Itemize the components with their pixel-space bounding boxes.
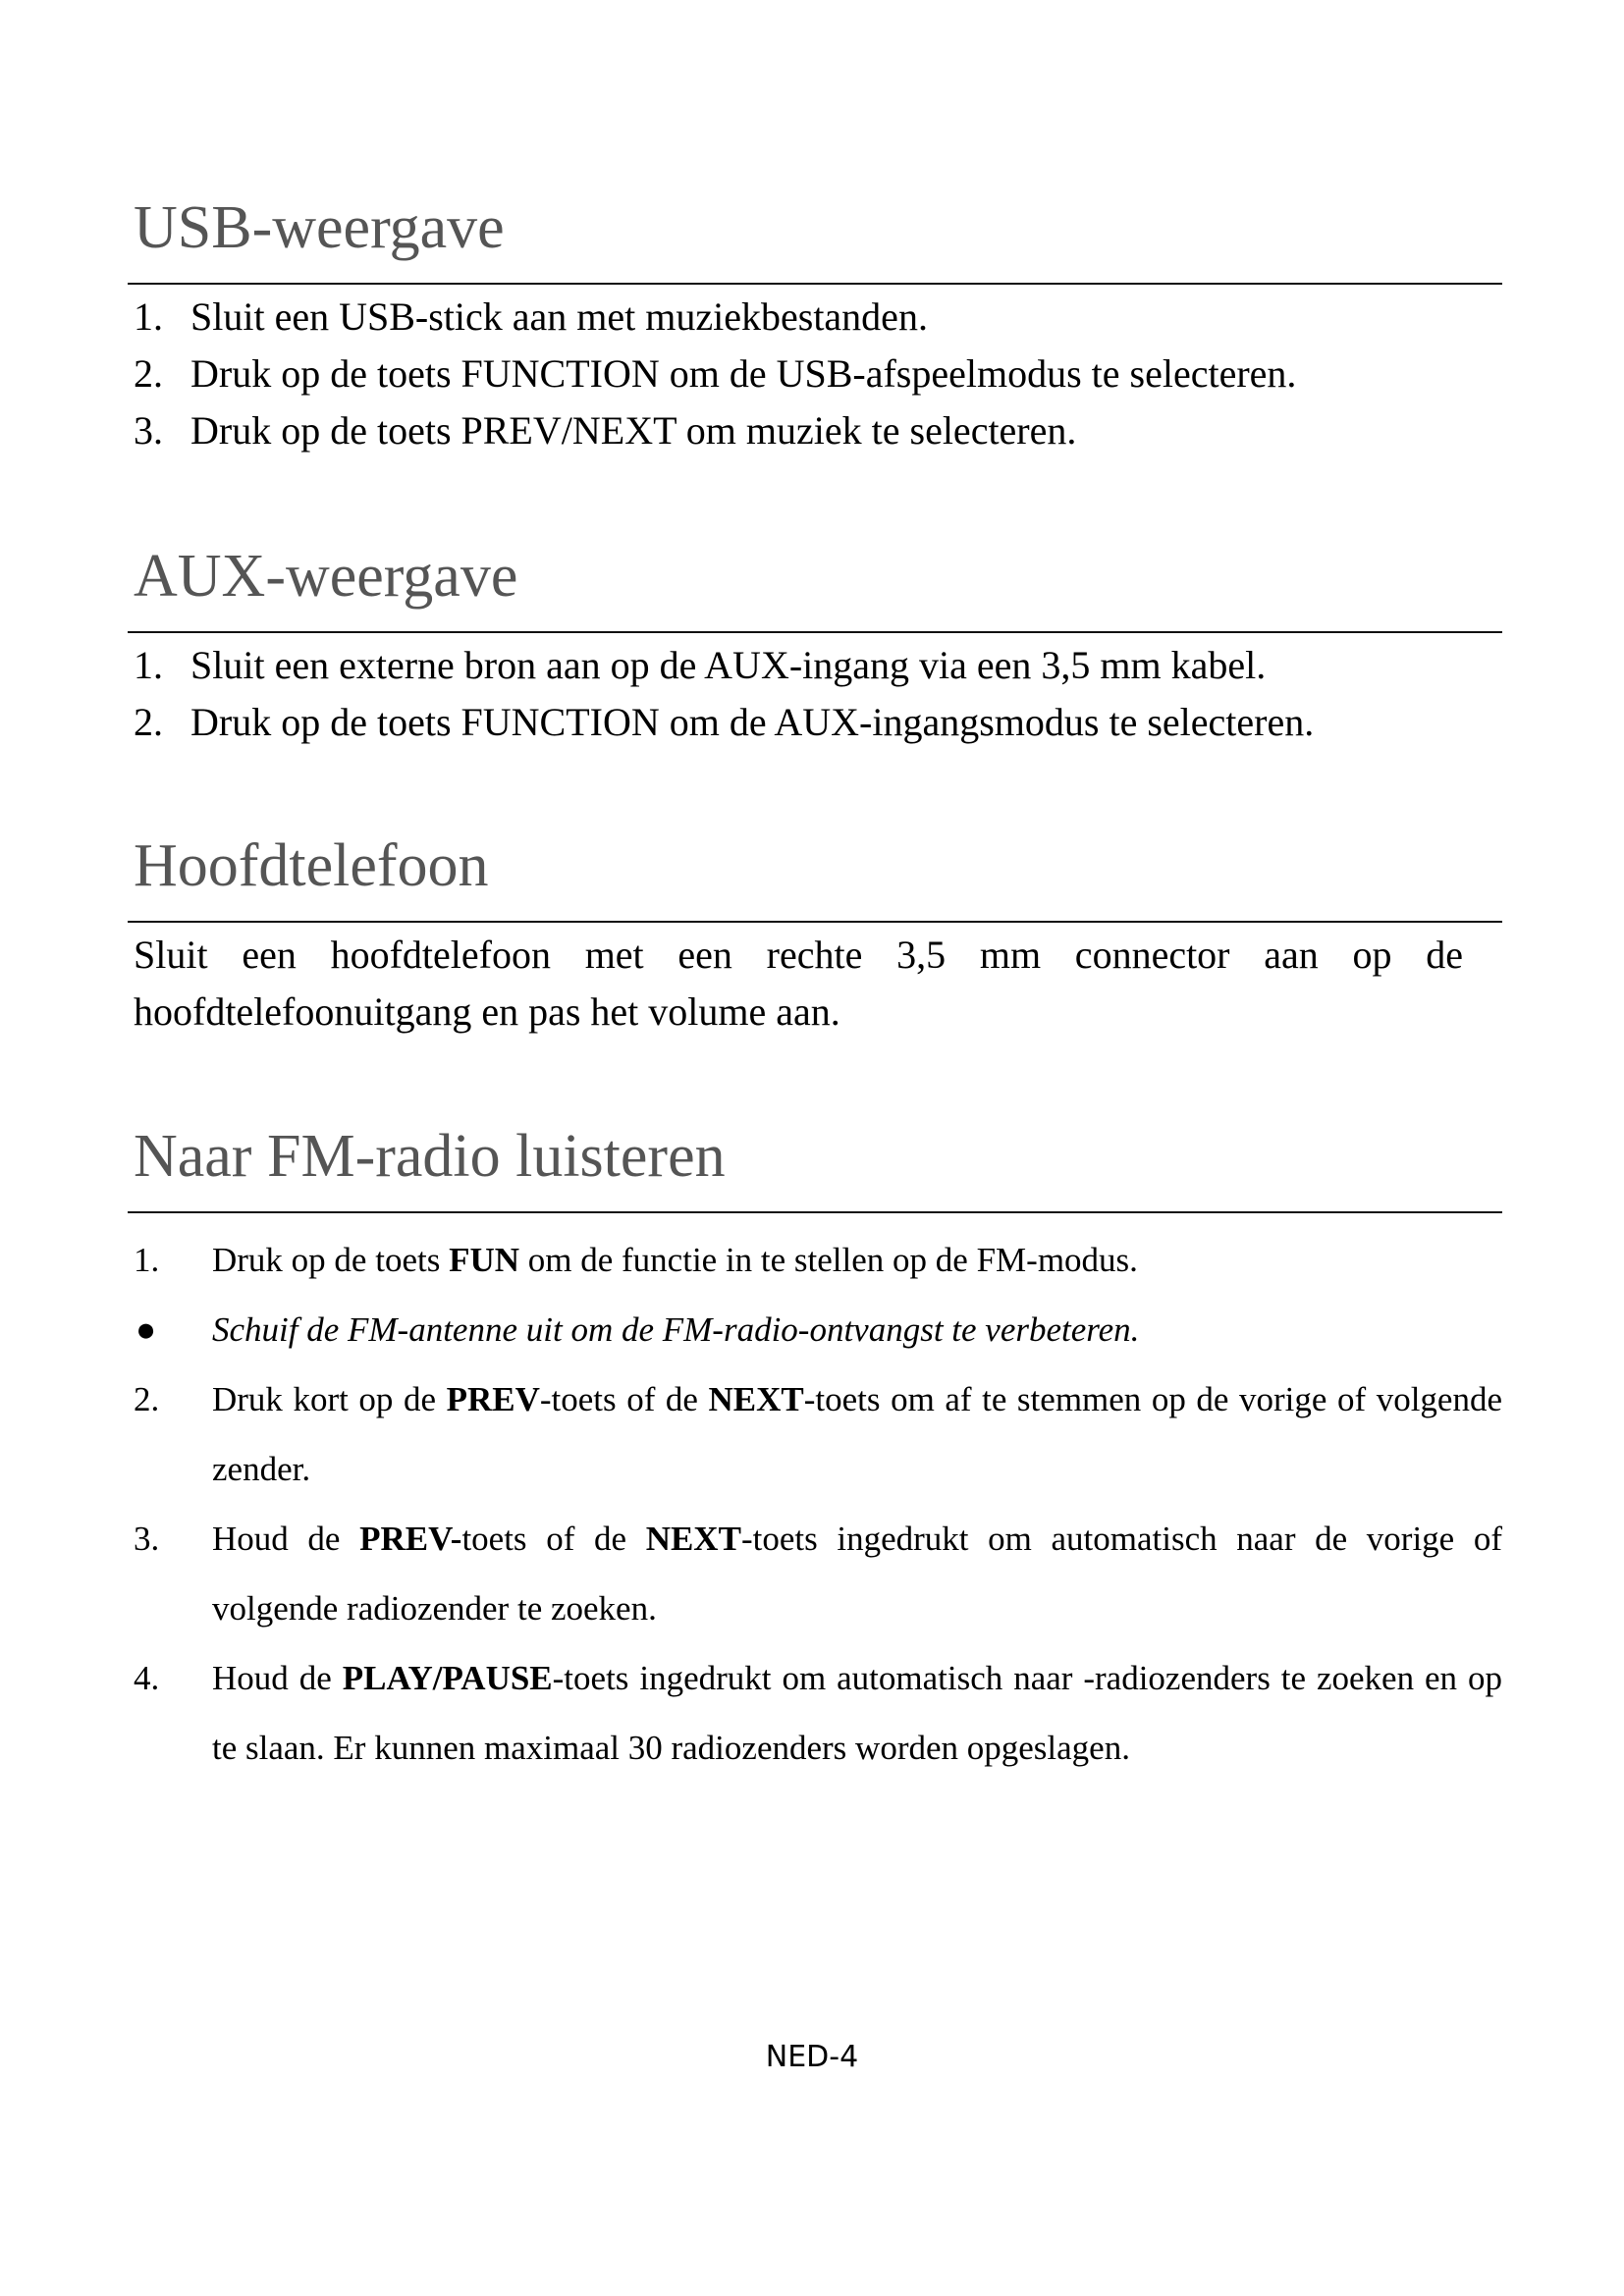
fm-divider <box>128 1211 1502 1213</box>
step-text: Sluit een USB-stick aan met muziekbestanden. <box>190 294 928 339</box>
next-key: NEXT <box>645 1520 741 1558</box>
list-item <box>128 637 1502 694</box>
list-item <box>128 694 1502 751</box>
step-number: 1. <box>134 1241 160 1279</box>
next-key: NEXT <box>708 1380 804 1418</box>
step-number: 1. <box>134 294 163 339</box>
headphone-section <box>128 830 1502 1041</box>
list-item: 3. Houd de PREV-toets of de NEXT-toets ingedrukt om automatisch naar de vorige of volgende radiozender te zoeken. <box>128 1504 1502 1643</box>
list-item: 1. Druk op de toets FUN om de functie in te stellen op de FM-modus. <box>128 1225 1502 1295</box>
play-pause-key: PLAY/PAUSE <box>342 1659 553 1697</box>
list-item <box>128 289 1502 346</box>
list-item: 2. Druk kort op de PREV-toets of de NEXT-toets om af te stemmen op de vorige of volgende zender. <box>128 1364 1502 1504</box>
step-number: 2. <box>134 1380 160 1418</box>
list-item <box>128 346 1502 402</box>
note-text: Schuif de FM-antenne uit om de FM-radio-ontvangst te verbeteren. <box>212 1310 1140 1349</box>
usb-heading: USB-weergave <box>134 194 505 261</box>
fm-section <box>128 1121 1502 1783</box>
prev-key: PREV- <box>359 1520 462 1558</box>
list-item <box>128 1295 1502 1364</box>
bullet-icon: ● <box>135 1310 157 1349</box>
fm-steps <box>128 1225 1502 1783</box>
usb-steps <box>128 289 1502 459</box>
prev-key: PREV <box>446 1380 540 1418</box>
step-number: 1. <box>134 643 163 687</box>
step-number: 3. <box>134 408 163 453</box>
aux-heading: AUX-weergave <box>134 543 518 610</box>
headphone-divider <box>128 921 1502 923</box>
step-number: 2. <box>134 351 163 396</box>
step-text: Druk op de toets FUNCTION om de USB-afspeelmodus te selecteren. <box>190 351 1297 396</box>
step-text: Druk op de toets FUNCTION om de AUX-ingangsmodus te selecteren. <box>190 700 1315 744</box>
headphone-text: Sluit een hoofdtelefoon met een rechte 3,5 mm connector aan op de hoofdtelefoonuitgang en pas het volume aan. <box>134 933 1463 1034</box>
step-number: 3. <box>134 1520 160 1558</box>
fun-key: FUN <box>449 1241 520 1279</box>
usb-divider <box>128 283 1502 285</box>
list-item <box>128 402 1502 459</box>
step-text: Druk op de toets PREV/NEXT om muziek te selecteren. <box>190 408 1077 453</box>
list-item: 4. Houd de PLAY/PAUSE-toets ingedrukt om automatisch naar -radiozenders te zoeken en op te slaan. Er kunnen maximaal 30 radiozenders worden opgeslagen. <box>128 1643 1502 1783</box>
usb-section <box>128 192 1502 459</box>
step-number: 2. <box>134 700 163 744</box>
aux-steps <box>128 637 1502 751</box>
step-number: 4. <box>134 1659 160 1697</box>
step-text: Sluit een externe bron aan op de AUX-ingang via een 3,5 mm kabel. <box>190 643 1267 687</box>
aux-section <box>128 541 1502 751</box>
headphone-heading: Hoofdtelefoon <box>134 832 489 899</box>
page-number: NED-4 <box>765 2040 859 2074</box>
aux-divider <box>128 631 1502 633</box>
fm-heading: Naar FM-radio luisteren <box>134 1123 726 1190</box>
